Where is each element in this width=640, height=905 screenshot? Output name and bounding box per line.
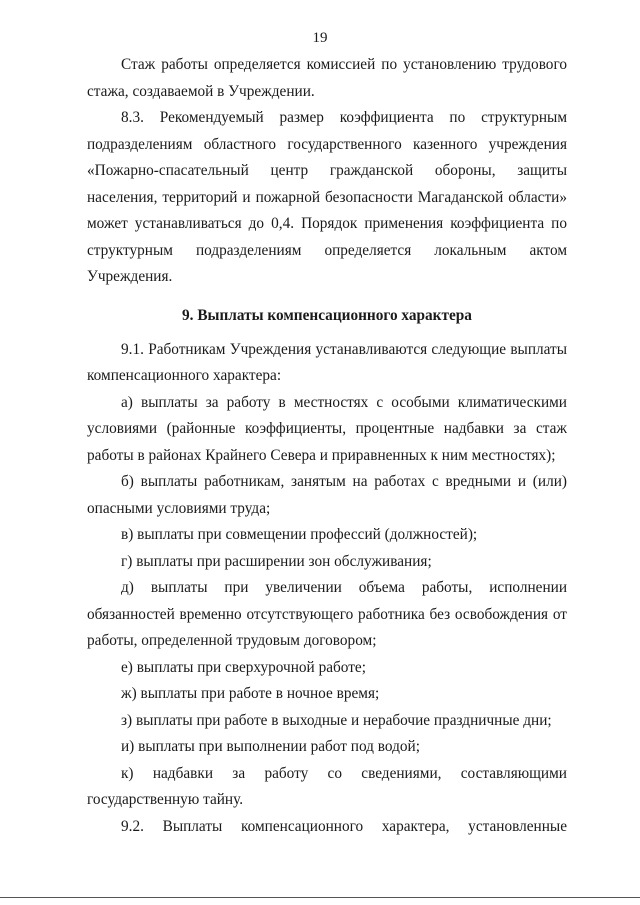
document-body: [87, 52, 567, 840]
section-heading-9: 9. Выплаты компенсационного характера: [182, 306, 472, 324]
list-item-zh: ж) выплаты при работе в ночное время;: [121, 685, 380, 702]
paragraph-8-3: 8.3. Рекомендуемый размер коэффициента по структурным подразделениям областного государственного казенного учреждения «Пожарно-спасательный центр гражданской обороны, защиты населения, территорий и пожарной безопасности Магаданской области» может устанавливаться до 0,4. Порядок применения коэффициента по структурным подразделениям определяется локальным актом Учреждения.: [87, 109, 567, 285]
list-item-k: к) надбавки за работу со сведениями, составляющими государственную тайну.: [87, 764, 567, 808]
list-item-g: г) выплаты при расширении зон обслуживания;: [121, 552, 432, 570]
paragraph-stazh: Стаж работы определяется комиссией по установлению трудового стажа, создаваемой в Учреждении.: [87, 56, 567, 100]
list-item-z: з) выплаты при работе в выходные и нерабочие праздничные дни;: [121, 711, 552, 729]
page-number: 19: [312, 30, 328, 46]
list-item-v: в) выплаты при совмещении профессий (должностей);: [121, 526, 478, 543]
paragraph-9-1: 9.1. Работникам Учреждения устанавливаются следующие выплаты компенсационного характера:: [87, 340, 567, 384]
list-item-e: е) выплаты при сверхурочной работе;: [121, 658, 366, 676]
list-item-b: б) выплаты работникам, занятым на работах с вредными и (или) опасными условиями труда;: [87, 473, 567, 517]
list-item-a: а) выплаты за работу в местностях с особыми климатическими условиями (районные коэффициенты, процентные надбавки за стаж работы в районах Крайнего Севера и приравненных к ним местностях);: [87, 393, 567, 464]
paragraph-9-2: 9.2. Выплаты компенсационного характера, установленные: [121, 817, 567, 835]
list-item-i: и) выплаты при выполнении работ под водой;: [121, 738, 420, 755]
list-item-d: д) выплаты при увеличении объема работы, исполнении обязанностей временно отсутствующего работника без освобождения от работы, определенной трудовым договором;: [87, 579, 567, 649]
bottom-rule: [0, 897, 640, 898]
